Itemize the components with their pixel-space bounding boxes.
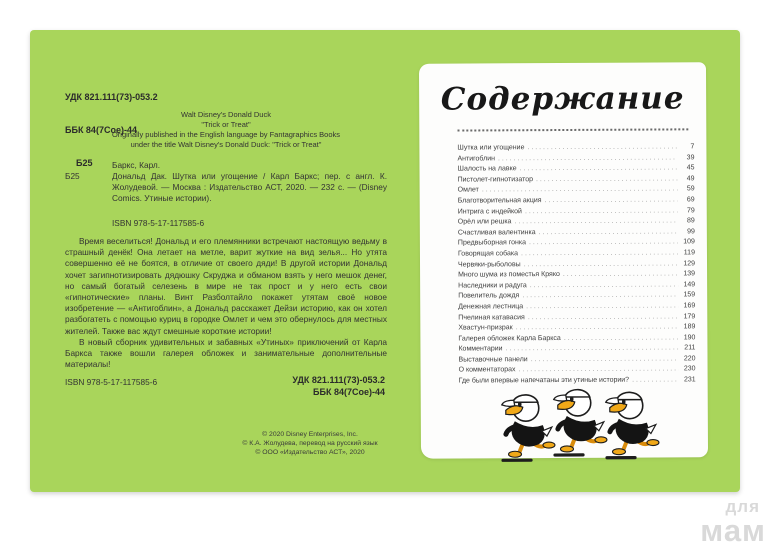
book-spread <box>30 30 740 492</box>
copyright-line: © 2020 Disney Enterprises, Inc. <box>262 431 358 438</box>
toc-entry-label: Предвыборная гонка <box>457 239 526 247</box>
isbn-number-bottom: ISBN 978-5-17-117585-6 <box>65 377 158 387</box>
annotation-paragraph: В новый сборник удивительных и забавных «Утиных» приключений от Карла Баркса также вошли галерея обложек и занимательные дополнительные материалы! <box>65 336 387 370</box>
original-title-line: Walt Disney's Donald Duck <box>181 110 271 119</box>
toc-entry-page: 119 <box>683 249 695 257</box>
toc-dot-leader <box>545 195 678 206</box>
toc-dot-leader <box>564 333 679 344</box>
udc-line: УДК 821.111(73)-053.2 <box>292 375 385 385</box>
toc-entry-label: Шалость на лавке <box>457 165 517 173</box>
toc-list <box>457 142 695 387</box>
bibliographic-record <box>65 160 387 204</box>
toc-entry-label: Пчелиная катавасия <box>458 313 525 322</box>
toc-entry-label: Денежная лестница <box>458 303 524 311</box>
original-title-block <box>65 110 387 150</box>
toc-dot-leader <box>529 238 678 249</box>
toc-entry-page: 230 <box>683 365 696 373</box>
toc-dot-leader <box>524 259 678 270</box>
toc-dot-leader <box>526 301 678 312</box>
biblio-code: Б25 <box>65 171 80 181</box>
toc-dot-leader <box>520 164 678 175</box>
toc-dot-leader <box>522 291 678 302</box>
toc-entry-page: 190 <box>683 333 696 342</box>
toc-entry-page: 211 <box>684 344 696 352</box>
toc-entry-label: Благотворительная акция <box>457 197 542 205</box>
bbk-line: ББК 84(7Сое)-44 <box>313 386 385 397</box>
toc-entry-page: 220 <box>683 355 696 363</box>
toc-entry-label: Счастливая валентинка <box>457 228 536 237</box>
toc-entry-page: 159 <box>683 291 696 299</box>
original-title-line: "Trick or Treat" <box>201 120 251 129</box>
contents-page <box>419 62 708 458</box>
toc-entry-label: Где были впервые напечатаны эти утиные истории? <box>458 376 630 385</box>
toc-entry-page: 49 <box>686 175 695 183</box>
toc-entry-page: 139 <box>683 270 696 278</box>
toc-entry-label: Много шума из поместья Кряко <box>458 271 560 279</box>
ducklings-illustration <box>501 382 661 465</box>
toc-dot-leader <box>536 174 678 185</box>
toc-entry-page: 7 <box>690 143 695 151</box>
toc-entry-label: Хвастун-призрак <box>458 324 513 332</box>
watermark-line: мам <box>700 513 766 548</box>
toc-entry-page: 45 <box>686 164 695 172</box>
toc-dot-leader <box>530 280 678 291</box>
annotation-block <box>65 236 387 370</box>
copyright-line: © ООО «Издательство АСТ», 2020 <box>255 449 365 456</box>
toc-entry-page: 109 <box>683 238 695 246</box>
copyright-line: © К.А. Жолудева, перевод на русский язык <box>242 440 378 447</box>
dotted-separator <box>457 128 688 131</box>
watermark-line: для <box>725 497 760 516</box>
toc-entry-label: Шутка или угощение <box>457 144 525 152</box>
toc-entry-page: 169 <box>683 302 696 310</box>
toc-dot-leader <box>531 354 679 365</box>
b25-line: Б25 <box>76 158 93 168</box>
toc-entry-label: Повелитель дождя <box>458 292 520 300</box>
toc-entry-label: Выставочные панели <box>458 356 528 364</box>
toc-entry-label: Комментарии <box>458 345 503 353</box>
contents-title: Содержание <box>440 80 685 118</box>
toc-dot-leader <box>528 312 679 323</box>
original-title-line: Originally published in the English language by Fantagraphics Books <box>111 130 341 139</box>
toc-entry-page: 179 <box>683 312 696 320</box>
toc-dot-leader <box>563 270 678 281</box>
toc-entry-page: 149 <box>683 281 696 289</box>
site-watermark <box>700 498 766 546</box>
toc-entry-page: 39 <box>686 153 695 161</box>
toc-entry-page: 69 <box>686 196 695 204</box>
toc-entry-label: Наследники и радуга <box>458 281 527 290</box>
biblio-description: Дональд Дак. Шутка или угощение / Карл Баркс; пер. с англ. К. Жолудевой. — Москва : Издательство АСТ, 2020. — 232 с. — (Disney Comics. Утиные истории). <box>112 171 387 203</box>
toc-entry-label: Червяки-рыболовы <box>458 260 521 269</box>
toc-dot-leader <box>539 227 678 238</box>
toc-entry-label: Антигоблин <box>457 154 495 163</box>
toc-entry-page: 79 <box>686 206 695 214</box>
toc-entry-label: Говорящая собака <box>457 250 519 258</box>
bbk-line: ББК 84(7Сое)-44 <box>65 125 137 135</box>
toc-dot-leader <box>521 248 678 259</box>
udc-block-bottom <box>210 375 385 398</box>
toc-entry-page: 231 <box>683 376 696 384</box>
imprint-page <box>30 30 420 492</box>
isbn-number: ISBN 978-5-17-117585-6 <box>112 218 205 228</box>
toc-entry-label: Орёл или решка <box>457 218 512 226</box>
author-name: Баркс, Карл. <box>112 160 161 170</box>
toc-entry-page: 189 <box>683 323 696 331</box>
toc-entry-label: Омлет <box>457 186 479 194</box>
toc-entry-label: О комментаторах <box>458 366 516 375</box>
toc-entry-page: 89 <box>686 217 695 225</box>
toc-entry-label: Галерея обложек Карла Баркса <box>458 334 561 343</box>
original-title-line: under the title Walt Disney's Donald Duck: "Trick or Treat" <box>130 140 322 149</box>
annotation-paragraph: Время веселиться! Дональд и его племянники встречают настоящую ведьму в страшный денёк! Она летает на метле, варит жуткие на вид зелья... Но утята совершенно её не боятся, в отличие от своего дяди! В другой истории Дональд хочет загипнотизировать дядюшку Скруджа и обманом взять у него мешок денег, но самый богатый селезень в мире не так прост и у него есть свои «гипнотические» планы. Винт Разболтайло покажет утятам своё новое изобретение — «Антигоблин», а Дональд расскажет Дейзи историю, как он хотел разбогатеть с помощью куриц в городке Омлет и чем это обернулось для местных жителей. Также вас ждут смешные короткие истории! <box>65 236 387 336</box>
toc-entry-label: Интрига с индейкой <box>457 207 522 216</box>
toc-dot-leader <box>527 142 677 153</box>
toc-dot-leader <box>519 365 679 376</box>
toc-entry-label: Пистолет-гипнотизатор <box>457 175 534 184</box>
copyright-block <box>210 430 410 457</box>
toc-dot-leader <box>525 206 678 217</box>
udc-line: УДК 821.111(73)-053.2 <box>65 92 158 102</box>
toc-entry-page: 129 <box>683 259 696 267</box>
toc-entry-page: 99 <box>687 228 695 236</box>
toc-entry-page: 59 <box>686 185 695 193</box>
